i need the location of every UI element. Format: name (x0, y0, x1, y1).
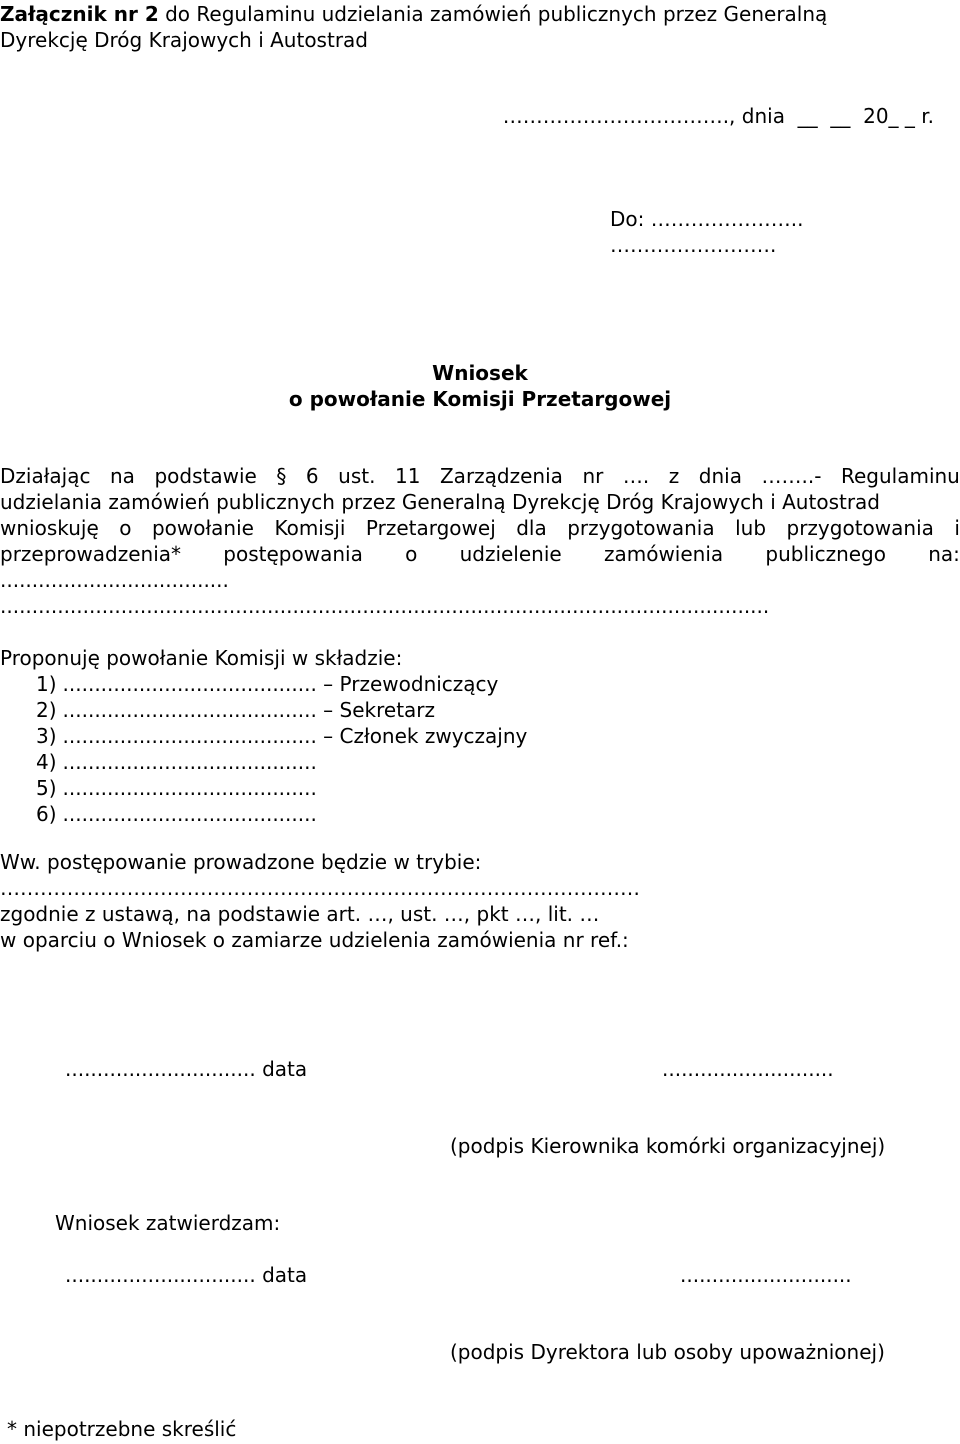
committee-member-row (36, 671, 498, 697)
body-word: podstawie (154, 464, 257, 488)
body-line2: udzielania zamówień publicznych przez Generalną Dyrekcję Dróg Krajowych i Autostrad (0, 490, 880, 514)
document-header-line1 (0, 1, 827, 27)
procedure-heading: Ww. postępowanie prowadzone będzie w trybie: (0, 850, 482, 874)
body-word: przygotowania (786, 516, 934, 540)
footnote: * niepotrzebne skreślić (7, 1417, 237, 1441)
body-word: wnioskuję (0, 516, 99, 540)
member-role: – Sekretarz (316, 698, 436, 722)
body-word: udzielenie (459, 542, 562, 566)
committee-member-row (36, 801, 317, 827)
date-line: ……………………………., dnia __ __ 20_ _ r. (502, 104, 934, 128)
body-word: z (668, 464, 680, 488)
body-word: …. (622, 464, 650, 488)
member-number: 1) (36, 672, 57, 696)
body-word: postępowania (223, 542, 363, 566)
approval-date-label: data (255, 1263, 308, 1287)
committee-member-row (36, 749, 317, 775)
member-number: 3) (36, 724, 57, 748)
document-subtitle: o powołanie Komisji Przetargowej (288, 387, 672, 411)
recipient-line2: ……………………. (610, 233, 777, 257)
body-word: przeprowadzenia* (0, 542, 182, 566)
member-number: 5) (36, 776, 57, 800)
body-word: publicznego (765, 542, 886, 566)
body-word: 11 (395, 464, 421, 488)
approval-date-dots: .............................. (65, 1263, 256, 1287)
member-name-dots: ........................................ (62, 724, 317, 748)
member-name-dots: ........................................ (62, 802, 317, 826)
body-word: dnia (698, 464, 742, 488)
body-line1 (0, 463, 960, 489)
body-word: Komisji (274, 516, 346, 540)
recipient-line1 (610, 206, 803, 232)
signature1-date (65, 1056, 307, 1082)
procedure-mode-dots: …………………………………………………………………………………… (0, 876, 640, 900)
committee-member-row (36, 723, 527, 749)
body-word: zamówienia (603, 542, 724, 566)
committee-heading: Proponuję powołanie Komisji w składzie: (0, 646, 403, 670)
body-word: 6 (305, 464, 319, 488)
body-word: powołanie (151, 516, 254, 540)
signature1-sign-dots: ........................... (662, 1057, 834, 1081)
procedure-legal-basis: zgodnie z ustawą, na podstawie art. …, ust. …, pkt …, lit. … (0, 902, 600, 926)
member-name-dots: ........................................ (62, 698, 317, 722)
approval-date (65, 1262, 307, 1288)
body-word: Zarządzenia (439, 464, 563, 488)
header-title: do Regulaminu udzielania zamówień publicznych przez Generalną (158, 2, 828, 26)
signature1-caption: (podpis Kierownika komórki organizacyjnej) (450, 1134, 886, 1158)
member-name-dots: ........................................ (62, 672, 317, 696)
document-title: Wniosek (432, 361, 528, 385)
body-dots1: .................................... (0, 568, 229, 592)
procedure-reference: w oparciu o Wniosek o zamiarze udzielenia zamówienia nr ref.: (0, 928, 629, 952)
body-word: Regulaminu (840, 464, 960, 488)
body-word: Przetargowej (365, 516, 496, 540)
body-line3 (0, 515, 960, 541)
body-word: ust. (338, 464, 376, 488)
member-number: 6) (36, 802, 57, 826)
recipient-dots1: ………………….. (650, 207, 804, 231)
member-number: 4) (36, 750, 57, 774)
body-word: lub (735, 516, 767, 540)
body-word: przygotowania (567, 516, 715, 540)
member-role: – Przewodniczący (316, 672, 499, 696)
approval-label: Wniosek zatwierdzam: (55, 1211, 281, 1235)
approval-sign-dots: ........................... (680, 1263, 852, 1287)
document-header-line2: Dyrekcję Dróg Krajowych i Autostrad (0, 28, 368, 52)
annex-label: Załącznik nr 2 (0, 2, 159, 26)
approval-caption: (podpis Dyrektora lub osoby upoważnionej) (450, 1340, 885, 1364)
body-line4 (0, 541, 960, 567)
body-word: dla (516, 516, 547, 540)
signature1-date-dots: .............................. (65, 1057, 256, 1081)
recipient-label: Do: (610, 207, 651, 231)
member-name-dots: ........................................ (62, 776, 317, 800)
body-word: ……..- (761, 464, 822, 488)
signature1-date-label: data (255, 1057, 308, 1081)
body-word: o (119, 516, 132, 540)
member-number: 2) (36, 698, 57, 722)
body-word: Działając (0, 464, 91, 488)
committee-member-row (36, 697, 435, 723)
body-word: nr (582, 464, 604, 488)
body-word: o (405, 542, 418, 566)
body-dots2: ......................................................................................................................... (0, 594, 770, 618)
body-word: na (110, 464, 135, 488)
member-name-dots: ........................................ (62, 750, 317, 774)
committee-member-row (36, 775, 317, 801)
body-word: i (954, 516, 960, 540)
body-word: na: (928, 542, 960, 566)
body-word: § (276, 464, 287, 488)
member-role: – Członek zwyczajny (316, 724, 528, 748)
